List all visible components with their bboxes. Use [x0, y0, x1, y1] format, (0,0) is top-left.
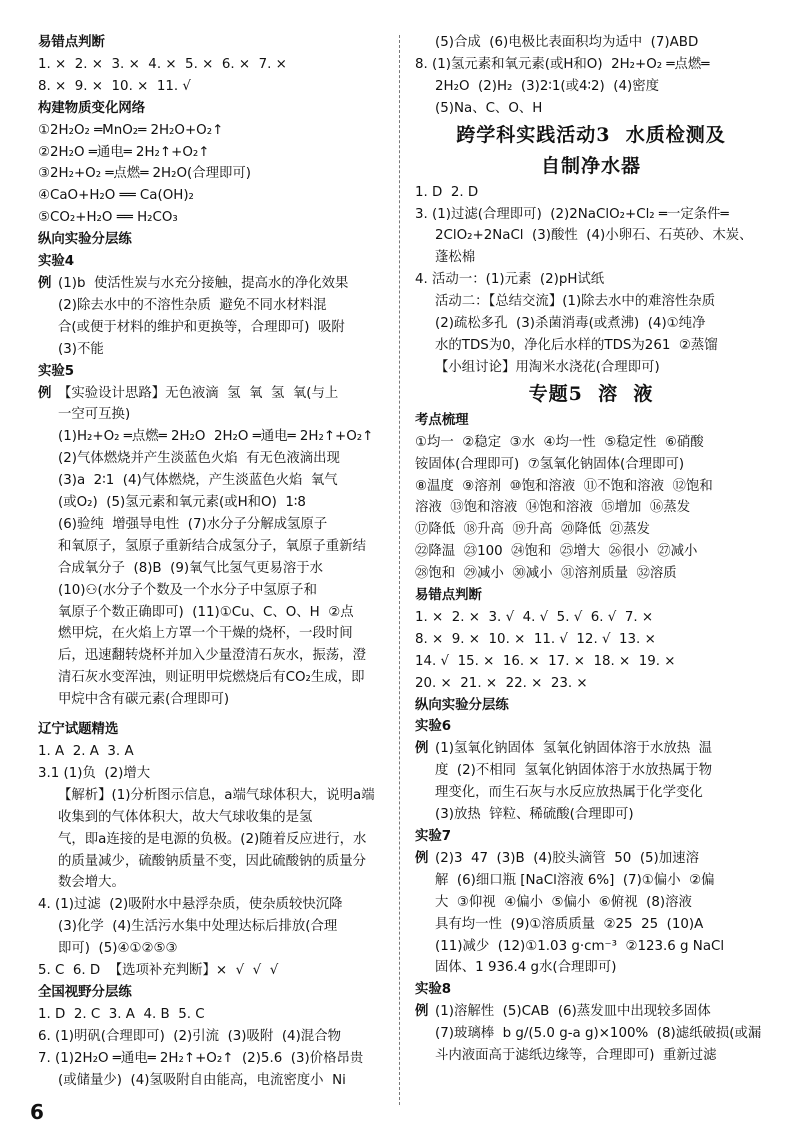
- line-text: 5. C 6. D 【选项补充判断】× √ √ √: [38, 963, 279, 979]
- line-text: ⑤CO₂+H₂O ══ H₂CO₃: [38, 210, 178, 226]
- text-line: [38, 602, 390, 624]
- line-text: 实验7: [415, 829, 452, 844]
- text-line: [38, 667, 390, 689]
- section-title: [415, 151, 767, 182]
- line-text: (3)不能: [58, 341, 104, 357]
- section-title: [415, 379, 767, 410]
- text-line: [415, 804, 767, 826]
- line-text: 3. (1)过滤(合理即可) (2)2NaClO₂+Cl₂ ═一定条件═: [415, 206, 729, 222]
- line-text: 1. × 2. × 3. √ 4. √ 5. √ 6. √ 7. ×: [415, 609, 654, 625]
- section-heading: [38, 361, 390, 383]
- text-line: [415, 54, 767, 76]
- line-text: 铵固体(合理即可) ⑦氢氧化钠固体(合理即可): [415, 456, 685, 472]
- text-line: [415, 1023, 767, 1045]
- text-line: [38, 492, 390, 514]
- example-marker: 例: [415, 850, 429, 866]
- text-line: [38, 960, 390, 982]
- line-text: 实验6: [415, 719, 452, 735]
- line-text: (3)化学 (4)生活污水集中处理达标后排放(合理: [58, 919, 338, 935]
- line-text: 氧原子个数正确即可) (11)①Cu、C、O、H ②点: [58, 604, 354, 620]
- line-text: 易错点判断: [38, 35, 105, 50]
- text-line: [415, 335, 767, 357]
- text-line: [415, 269, 767, 291]
- text-line: [38, 514, 390, 536]
- section-heading: [38, 32, 390, 54]
- line-text: (1)b 使活性炭与水充分接触，提高水的净化效果: [58, 275, 349, 291]
- line-text: 全国视野分层练: [38, 984, 132, 1000]
- line-text: (1)H₂+O₂ ═点燃═ 2H₂O 2H₂O ═通电═ 2H₂↑+O₂↑: [58, 429, 374, 445]
- line-text: 8. × 9. × 10. × 11. √: [38, 78, 191, 94]
- line-text: (11)减少 (12)①1.03 g·cm⁻³ ②123.6 g NaCl: [435, 938, 725, 954]
- section-title: [415, 120, 767, 151]
- line-text: 蓬松棉: [435, 250, 476, 266]
- line-text: 【小组讨论】用淘米水浇花(合理即可): [435, 359, 660, 375]
- text-line: [415, 651, 767, 673]
- line-text: 合(或便于材料的维护和更换等，合理即可) 吸附: [58, 319, 345, 335]
- line-text: 合成氧分子 (8)B (9)氧气比氢气更易溶于水: [58, 560, 324, 576]
- text-line: [38, 741, 390, 763]
- line-text: 2ClO₂+2NaCl (3)酸性 (4)小卵石、石英砂、木炭、: [435, 228, 753, 244]
- line-text: 一空可互换): [58, 407, 131, 423]
- line-text: 2H₂O (2)H₂ (3)2∶1(或4∶2) (4)密度: [435, 78, 660, 94]
- line-text: 易错点判断: [415, 588, 482, 604]
- line-text: ㉘饱和 ㉙减小 ㉚减小 ㉛溶剂质量 ㉜溶质: [415, 566, 677, 582]
- line-text: (3)放热 锌粒、稀硫酸(合理即可): [435, 807, 634, 823]
- line-text: 1. D 2. D: [415, 184, 479, 200]
- section-heading: [38, 98, 390, 120]
- line-text: 14. √ 15. × 16. × 17. × 18. × 19. ×: [415, 653, 676, 669]
- line-text: 纵向实验分层练: [415, 697, 509, 713]
- text-line: [38, 207, 390, 229]
- line-text: 1. D 2. C 3. A 4. B 5. C: [38, 1006, 205, 1022]
- line-text: (1)溶解性 (5)CAB (6)蒸发皿中出现较多固体: [435, 1004, 711, 1020]
- line-text: ⑰降低 ⑱升高 ⑲升高 ⑳降低 ㉑蒸发: [415, 522, 650, 538]
- line-text: 6. (1)明矾(合理即可) (2)引流 (3)吸附 (4)混合物: [38, 1028, 341, 1044]
- line-text: 【解析】(1)分析图示信息，a端气球体积大，说明a端: [58, 787, 375, 803]
- line-text: 溶液 ⑬饱和溶液 ⑭饱和溶液 ⑮增加 ⑯蒸发: [415, 500, 691, 516]
- text-line: [415, 782, 767, 804]
- text-line: [38, 273, 390, 295]
- text-line: [415, 497, 767, 519]
- line-text: (2)气体燃烧并产生淡蓝色火焰 有无色液滴出现: [58, 451, 340, 467]
- line-text: 度 (2)不相同 氢氧化钠固体溶于水放热属于物: [435, 763, 713, 779]
- left-column: [38, 32, 390, 1092]
- text-line: [415, 357, 767, 379]
- text-line: [415, 936, 767, 958]
- text-line: [38, 623, 390, 645]
- text-line: [415, 32, 767, 54]
- text-line: [38, 1048, 390, 1070]
- right-column: [415, 32, 767, 1067]
- text-line: [38, 295, 390, 317]
- text-line: [38, 1026, 390, 1048]
- line-text: 构建物质变化网络: [38, 100, 146, 116]
- line-text: 4. 活动一：(1)元素 (2)pH试纸: [415, 272, 605, 288]
- line-text: ①2H₂O₂ ═MnO₂═ 2H₂O+O₂↑: [38, 122, 224, 138]
- line-text: 跨学科实践活动3 水质检测及: [456, 123, 726, 146]
- section-heading: [415, 716, 767, 738]
- line-text: 7. (1)2H₂O ═通电═ 2H₂↑+O₂↑ (2)5.6 (3)价格昂贵: [38, 1050, 364, 1066]
- line-text: 4. (1)过滤 (2)吸附水中悬浮杂质，使杂质较快沉降: [38, 897, 343, 913]
- section-heading: [415, 695, 767, 717]
- text-line: [38, 851, 390, 873]
- line-text: 固体、1 936.4 g水(合理即可): [435, 960, 617, 976]
- line-text: 气，即a连接的是电源的负极。(2)随着反应进行，水: [58, 831, 367, 847]
- line-text: 的质量减少，硫酸钠质量不变，因此硫酸钠的质量分: [58, 853, 366, 869]
- example-marker: 例: [38, 275, 52, 291]
- line-text: (或储量少) (4)氢吸附自由能高，电流密度小 Ni: [58, 1072, 346, 1088]
- line-text: (7)玻璃棒 b g/(5.0 g-a g)×100% (8)滤纸破损(或漏: [435, 1026, 762, 1042]
- text-line: [415, 476, 767, 498]
- text-line: [38, 339, 390, 361]
- line-text: (2)除去水中的不溶性杂质 避免不同水材料混: [58, 297, 327, 313]
- line-text: 实验8: [415, 982, 452, 998]
- text-line: [38, 807, 390, 829]
- example-marker: 例: [415, 741, 429, 757]
- text-line: [415, 76, 767, 98]
- text-line: [415, 291, 767, 313]
- text-line: [38, 426, 390, 448]
- text-line: [38, 536, 390, 558]
- text-line: [415, 432, 767, 454]
- section-heading: [38, 982, 390, 1004]
- text-line: [38, 872, 390, 894]
- text-line: [415, 182, 767, 204]
- text-line: [38, 383, 390, 405]
- line-text: (2)疏松多孔 (3)杀菌消毒(或煮沸) (4)①纯净: [435, 316, 706, 332]
- section-heading: [38, 719, 390, 741]
- text-line: [415, 225, 767, 247]
- text-line: [38, 54, 390, 76]
- text-line: [38, 1004, 390, 1026]
- text-line: [38, 689, 390, 711]
- line-text: 实验4: [38, 254, 75, 270]
- line-text: 数会增大。: [58, 875, 125, 891]
- text-line: [38, 916, 390, 938]
- line-text: 8. (1)氢元素和氧元素(或H和O) 2H₂+O₂ ═点燃═: [415, 56, 710, 72]
- line-text: 纵向实验分层练: [38, 232, 132, 248]
- text-line: [38, 120, 390, 142]
- text-line: [38, 580, 390, 602]
- text-line: [415, 870, 767, 892]
- line-text: 理变化，而生石灰与水反应放热属于化学变化: [435, 785, 703, 801]
- text-line: [415, 957, 767, 979]
- line-text: 专题5 溶 液: [528, 382, 654, 405]
- line-text: 20. × 21. × 22. × 23. ×: [415, 675, 588, 691]
- section-heading: [415, 410, 767, 432]
- line-text: (5)Na、C、O、H: [435, 100, 543, 116]
- line-text: (1)氢氧化钠固体 氢氧化钠固体溶于水放热 温: [435, 741, 713, 757]
- line-text: 甲烷中含有碳元素(合理即可): [58, 692, 230, 708]
- text-line: [38, 76, 390, 98]
- line-text: 即可) (5)④①②⑤③: [58, 941, 178, 957]
- text-line: [38, 317, 390, 339]
- example-marker: 例: [38, 385, 52, 401]
- line-text: ④CaO+H₂O ══ Ca(OH)₂: [38, 188, 194, 204]
- section-heading: [415, 585, 767, 607]
- text-line: [415, 454, 767, 476]
- section-heading: [415, 826, 767, 848]
- text-line: [38, 1070, 390, 1092]
- text-line: [415, 914, 767, 936]
- text-line: [415, 541, 767, 563]
- text-line: [415, 629, 767, 651]
- text-line: [38, 938, 390, 960]
- section-heading: [38, 251, 390, 273]
- text-line: [415, 204, 767, 226]
- line-text: 3.1 (1)负 (2)增大: [38, 765, 151, 781]
- line-text: (3)a 2∶1 (4)气体燃烧，产生淡蓝色火焰 氧气: [58, 473, 338, 489]
- line-text: 活动二：【总结交流】(1)除去水中的难溶性杂质: [435, 294, 716, 310]
- line-text: ①均一 ②稳定 ③水 ④均一性 ⑤稳定性 ⑥硝酸: [415, 434, 704, 450]
- text-line: [38, 470, 390, 492]
- text-line: [38, 448, 390, 470]
- line-text: 考点梳理: [415, 412, 469, 428]
- text-line: [415, 848, 767, 870]
- text-line: [415, 760, 767, 782]
- text-line: [38, 163, 390, 185]
- line-text: 解 (6)细口瓶 [NaCl溶液 6%] (7)①偏小 ②偏: [435, 872, 715, 888]
- text-line: [38, 785, 390, 807]
- text-line: [415, 313, 767, 335]
- line-text: 【实验设计思路】无色液滴 氢 氧 氢 氧(与上: [58, 385, 339, 401]
- page-number: 6: [30, 1100, 44, 1124]
- line-text: 1. × 2. × 3. × 4. × 5. × 6. × 7. ×: [38, 56, 287, 72]
- example-marker: 例: [415, 1004, 429, 1020]
- text-line: [38, 894, 390, 916]
- line-text: 1. A 2. A 3. A: [38, 744, 134, 759]
- line-text: (5)合成 (6)电极比表面积均为适中 (7)ABD: [435, 35, 699, 50]
- line-text: 水的TDS为0，净化后水样的TDS为261 ②蒸馏: [435, 337, 718, 353]
- line-text: 具有均一性 (9)①溶质质量 ②25 25 (10)A: [435, 916, 704, 932]
- text-line: [415, 1045, 767, 1067]
- line-text: 实验5: [38, 363, 75, 379]
- text-line: [415, 247, 767, 269]
- text-line: [415, 519, 767, 541]
- column-divider: [399, 35, 400, 1105]
- text-line: [415, 1001, 767, 1023]
- text-line: [415, 563, 767, 585]
- text-line: [38, 829, 390, 851]
- line-text: 斗内液面高于滤纸边缘等，合理即可) 重新过滤: [435, 1048, 717, 1064]
- text-line: [38, 142, 390, 164]
- text-line: [415, 98, 767, 120]
- section-heading: [38, 229, 390, 251]
- line-text: (2)3 47 (3)B (4)胶头滴管 50 (5)加速溶: [435, 850, 699, 866]
- line-text: 辽宁试题精选: [38, 722, 119, 738]
- line-text: ㉒降温 ㉓100 ㉔饱和 ㉕增大 ㉖很小 ㉗减小: [415, 544, 698, 560]
- line-text: 和氧原子，氢原子重新结合成氢分子，氧原子重新结: [58, 538, 366, 554]
- line-text: ⑧温度 ⑨溶剂 ⑩饱和溶液 ⑪不饱和溶液 ⑫饱和: [415, 478, 713, 494]
- line-text: 收集到的气体体积大，故大气球收集的是氢: [58, 809, 313, 825]
- line-text: 自制净水器: [540, 154, 641, 177]
- section-heading: [415, 979, 767, 1001]
- text-line: [415, 892, 767, 914]
- line-text: (10)⚇(水分子个数及一个水分子中氢原子和: [58, 582, 317, 598]
- text-line: [38, 404, 390, 426]
- text-line: [415, 607, 767, 629]
- line-text: ③2H₂+O₂ ═点燃═ 2H₂O(合理即可): [38, 166, 252, 182]
- line-text: 后，迅速翻转烧杯并加入少量澄清石灰水，振荡，澄: [58, 648, 366, 664]
- line-text: 大 ③仰视 ④偏小 ⑤偏小 ⑥俯视 (8)溶液: [435, 894, 692, 910]
- line-text: 燃甲烷，在火焰上方罩一个干燥的烧杯，一段时间: [58, 626, 353, 642]
- text-line: [415, 738, 767, 760]
- text-line: [38, 185, 390, 207]
- text-line: [38, 558, 390, 580]
- text-line: [38, 763, 390, 785]
- line-text: ②2H₂O ═通电═ 2H₂↑+O₂↑: [38, 144, 210, 160]
- line-text: (或O₂) (5)氢元素和氧元素(或H和O) 1∶8: [58, 495, 306, 511]
- line-text: 8. × 9. × 10. × 11. √ 12. √ 13. ×: [415, 631, 656, 647]
- line-text: (6)验纯 增强导电性 (7)水分子分解成氢原子: [58, 516, 328, 532]
- text-line: [38, 711, 390, 719]
- text-line: [38, 645, 390, 667]
- text-line: [415, 673, 767, 695]
- line-text: 清石灰水变浑浊，则证明甲烷燃烧后有CO₂生成，即: [58, 670, 365, 686]
